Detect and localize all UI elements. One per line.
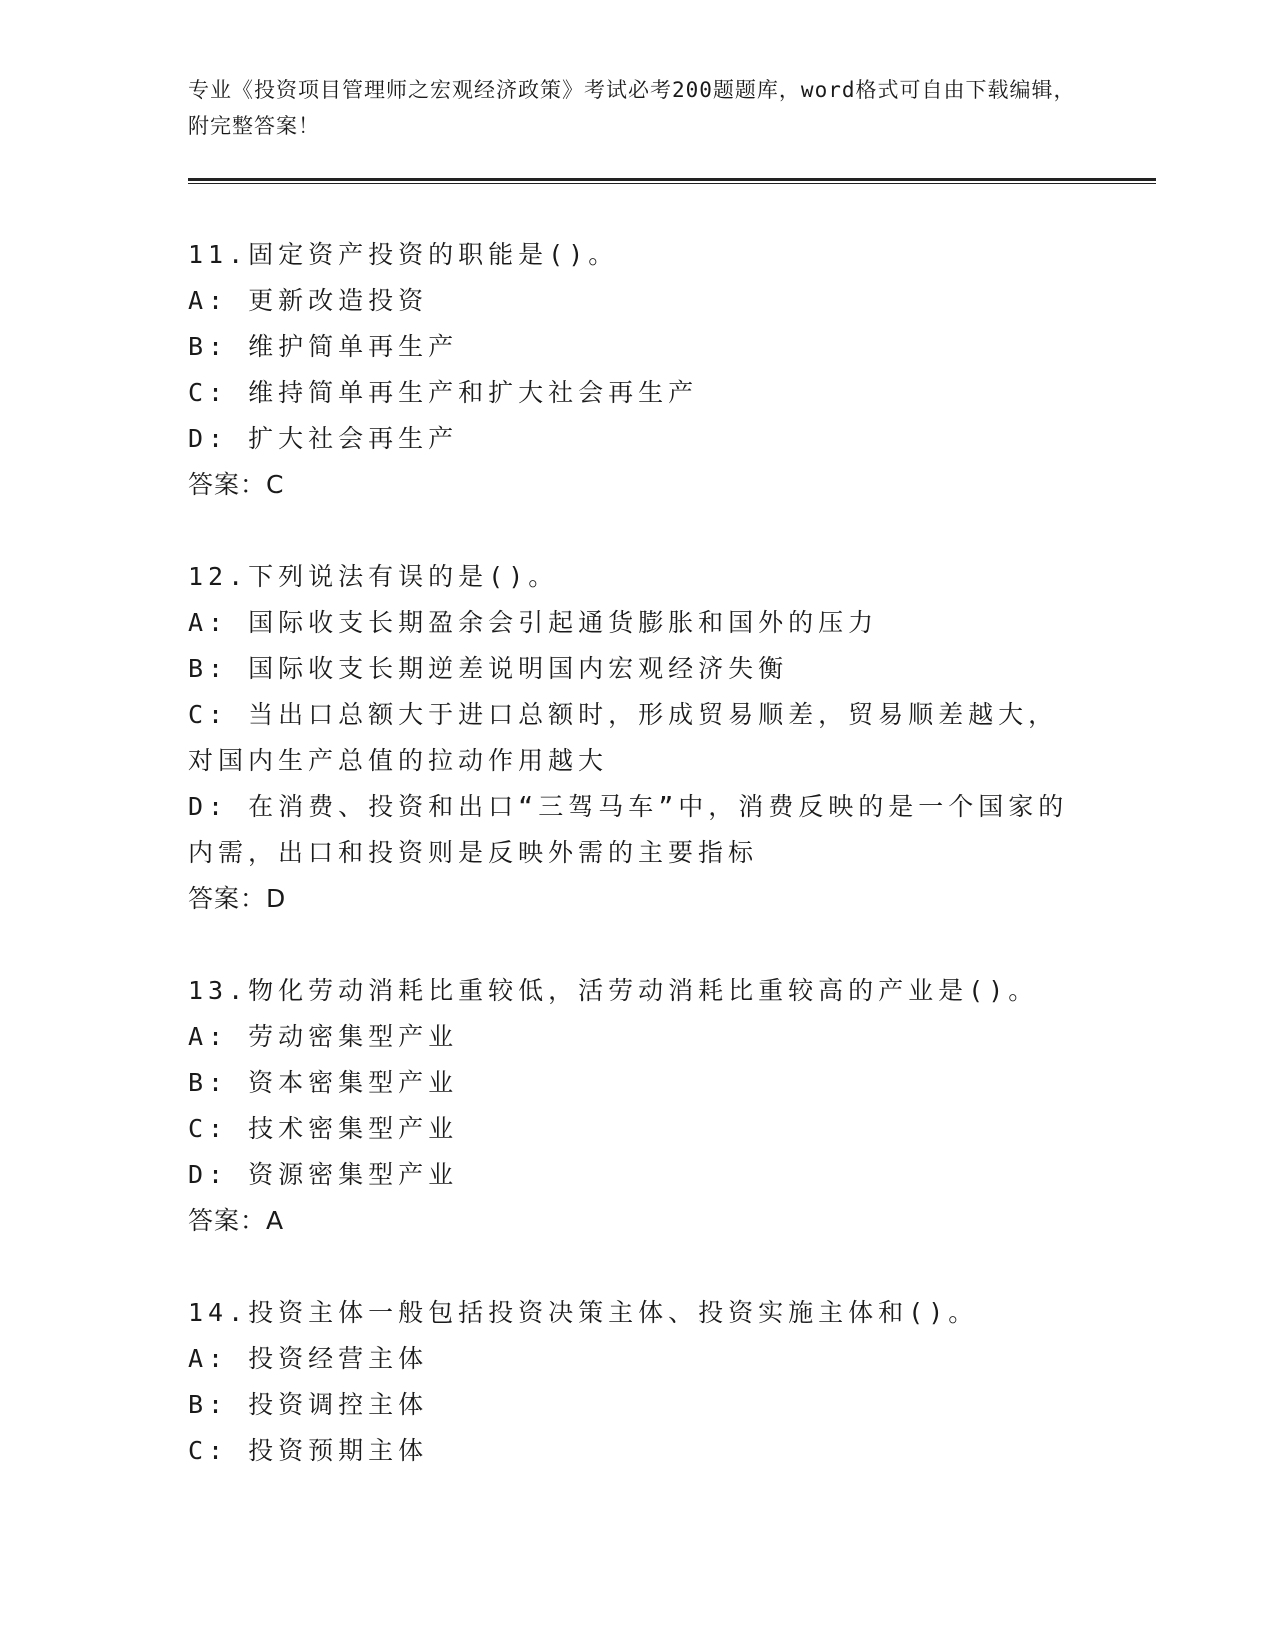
option-b: B: 资本密集型产业	[188, 1068, 459, 1097]
option-a: A: 更新改造投资	[188, 286, 429, 315]
question-stem: 13.物化劳动消耗比重较低，活劳动消耗比重较高的产业是()。	[188, 976, 1039, 1005]
option-b: B: 维护简单再生产	[188, 332, 459, 361]
option-c: C: 技术密集型产业	[188, 1114, 459, 1143]
answer-line: 答案：A	[188, 1206, 285, 1235]
option-b: B: 投资调控主体	[188, 1390, 429, 1419]
question-13	[188, 968, 1088, 1244]
answer-line: 答案：C	[188, 470, 285, 499]
question-14	[188, 1290, 1088, 1474]
option-c: C: 维持简单再生产和扩大社会再生产	[188, 378, 699, 407]
option-a: A: 国际收支长期盈余会引起通货膨胀和国外的压力	[188, 608, 879, 637]
question-12	[188, 554, 1088, 922]
option-a: A: 投资经营主体	[188, 1344, 429, 1373]
question-stem: 11.固定资产投资的职能是()。	[188, 240, 619, 269]
option-d: D: 在消费、投资和出口“三驾马车”中，消费反映的是一个国家的内需，出口和投资则是反映外需的主要指标	[188, 792, 1069, 867]
question-stem: 12.下列说法有误的是()。	[188, 562, 559, 591]
option-a: A: 劳动密集型产业	[188, 1022, 459, 1051]
document-header: 专业《投资项目管理师之宏观经济政策》考试必考200题题库，word格式可自由下载编辑，附完整答案！	[188, 78, 1076, 138]
option-c: C: 投资预期主体	[188, 1436, 429, 1465]
option-b: B: 国际收支长期逆差说明国内宏观经济失衡	[188, 654, 789, 683]
option-c: C: 当出口总额大于进口总额时，形成贸易顺差，贸易顺差越大，对国内生产总值的拉动作用越大	[188, 700, 1059, 775]
question-stem: 14.投资主体一般包括投资决策主体、投资实施主体和()。	[188, 1298, 979, 1327]
option-d: D: 扩大社会再生产	[188, 424, 459, 453]
answer-line: 答案：D	[188, 884, 287, 913]
question-list	[188, 232, 1088, 1520]
header-divider-thick	[188, 178, 1156, 181]
header-divider-thin	[188, 183, 1156, 184]
question-11	[188, 232, 1088, 508]
option-d: D: 资源密集型产业	[188, 1160, 459, 1189]
